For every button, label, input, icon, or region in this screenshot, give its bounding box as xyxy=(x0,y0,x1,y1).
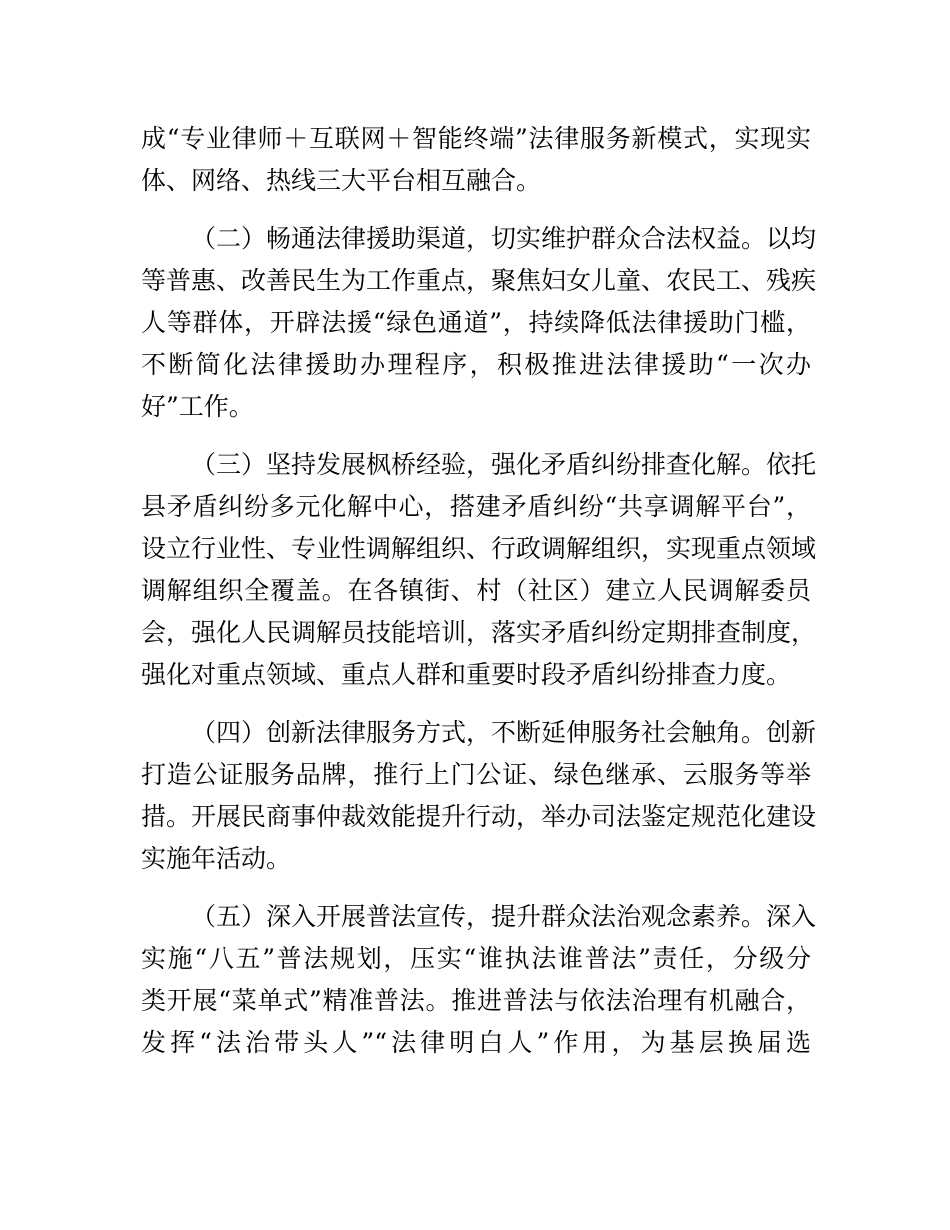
paragraph-line: 调解组织全覆盖。在各镇街、村（社区）建立人民调解委员 xyxy=(141,576,811,605)
paragraph-line: 等普惠、改善民生为工作重点，聚焦妇女儿童、农民工、残疾 xyxy=(141,266,817,295)
paragraph-line: 体、网络、热线三大平台相互融合。 xyxy=(141,166,542,195)
paragraph-line: （三）坚持发展枫桥经验，强化矛盾纠纷排查化解。依托 xyxy=(191,450,817,479)
paragraph-3 xyxy=(141,444,817,696)
paragraph-line: 发挥“法治带头人”“法律明白人”作用，为基层换届选 xyxy=(141,1028,811,1057)
paragraph-line: 设立行业性、专业性调解组织、行政调解组织，实现重点领域 xyxy=(141,534,817,563)
paragraph-line: （二）畅通法律援助渠道，切实维护群众合法权益。以均 xyxy=(191,224,817,253)
paragraph-line: （四）创新法律服务方式，不断延伸服务社会触角。创新 xyxy=(191,718,817,747)
paragraph-line: 类开展“菜单式”精准普法。推进普法与依法治理有机融合， xyxy=(141,986,811,1015)
paragraph-line: 实施年活动。 xyxy=(141,844,292,873)
paragraph-4 xyxy=(141,712,817,880)
paragraph-line: 实施“八五”普法规划，压实“谁执法谁普法”责任，分级分 xyxy=(141,944,811,973)
paragraph-line: 不断简化法律援助办理程序，积极推进法律援助“一次办 xyxy=(141,350,811,379)
paragraph-line: 强化对重点领域、重点人群和重要时段矛盾纠纷排查力度。 xyxy=(141,660,792,689)
paragraph-line: 打造公证服务品牌，推行上门公证、绿色继承、云服务等举 xyxy=(141,760,811,789)
document-body xyxy=(141,118,817,1080)
paragraph-line: 成“专业律师＋互联网＋智能终端”法律服务新模式，实现实 xyxy=(141,124,811,153)
paragraph-line: 县矛盾纠纷多元化解中心，搭建矛盾纠纷“共享调解平台”， xyxy=(141,492,811,521)
paragraph-5 xyxy=(141,896,817,1064)
paragraph-line: 措。开展民商事仲裁效能提升行动，举办司法鉴定规范化建设 xyxy=(141,802,817,831)
paragraph-2 xyxy=(141,218,817,428)
paragraph-1 xyxy=(141,118,811,202)
paragraph-line: （五）深入开展普法宣传，提升群众法治观念素养。深入 xyxy=(191,902,817,931)
paragraph-line: 人等群体，开辟法援“绿色通道”，持续降低法律援助门槛， xyxy=(141,308,811,337)
paragraph-line: 好”工作。 xyxy=(141,392,254,421)
paragraph-line: 会，强化人民调解员技能培训，落实矛盾纠纷定期排查制度， xyxy=(141,618,817,647)
